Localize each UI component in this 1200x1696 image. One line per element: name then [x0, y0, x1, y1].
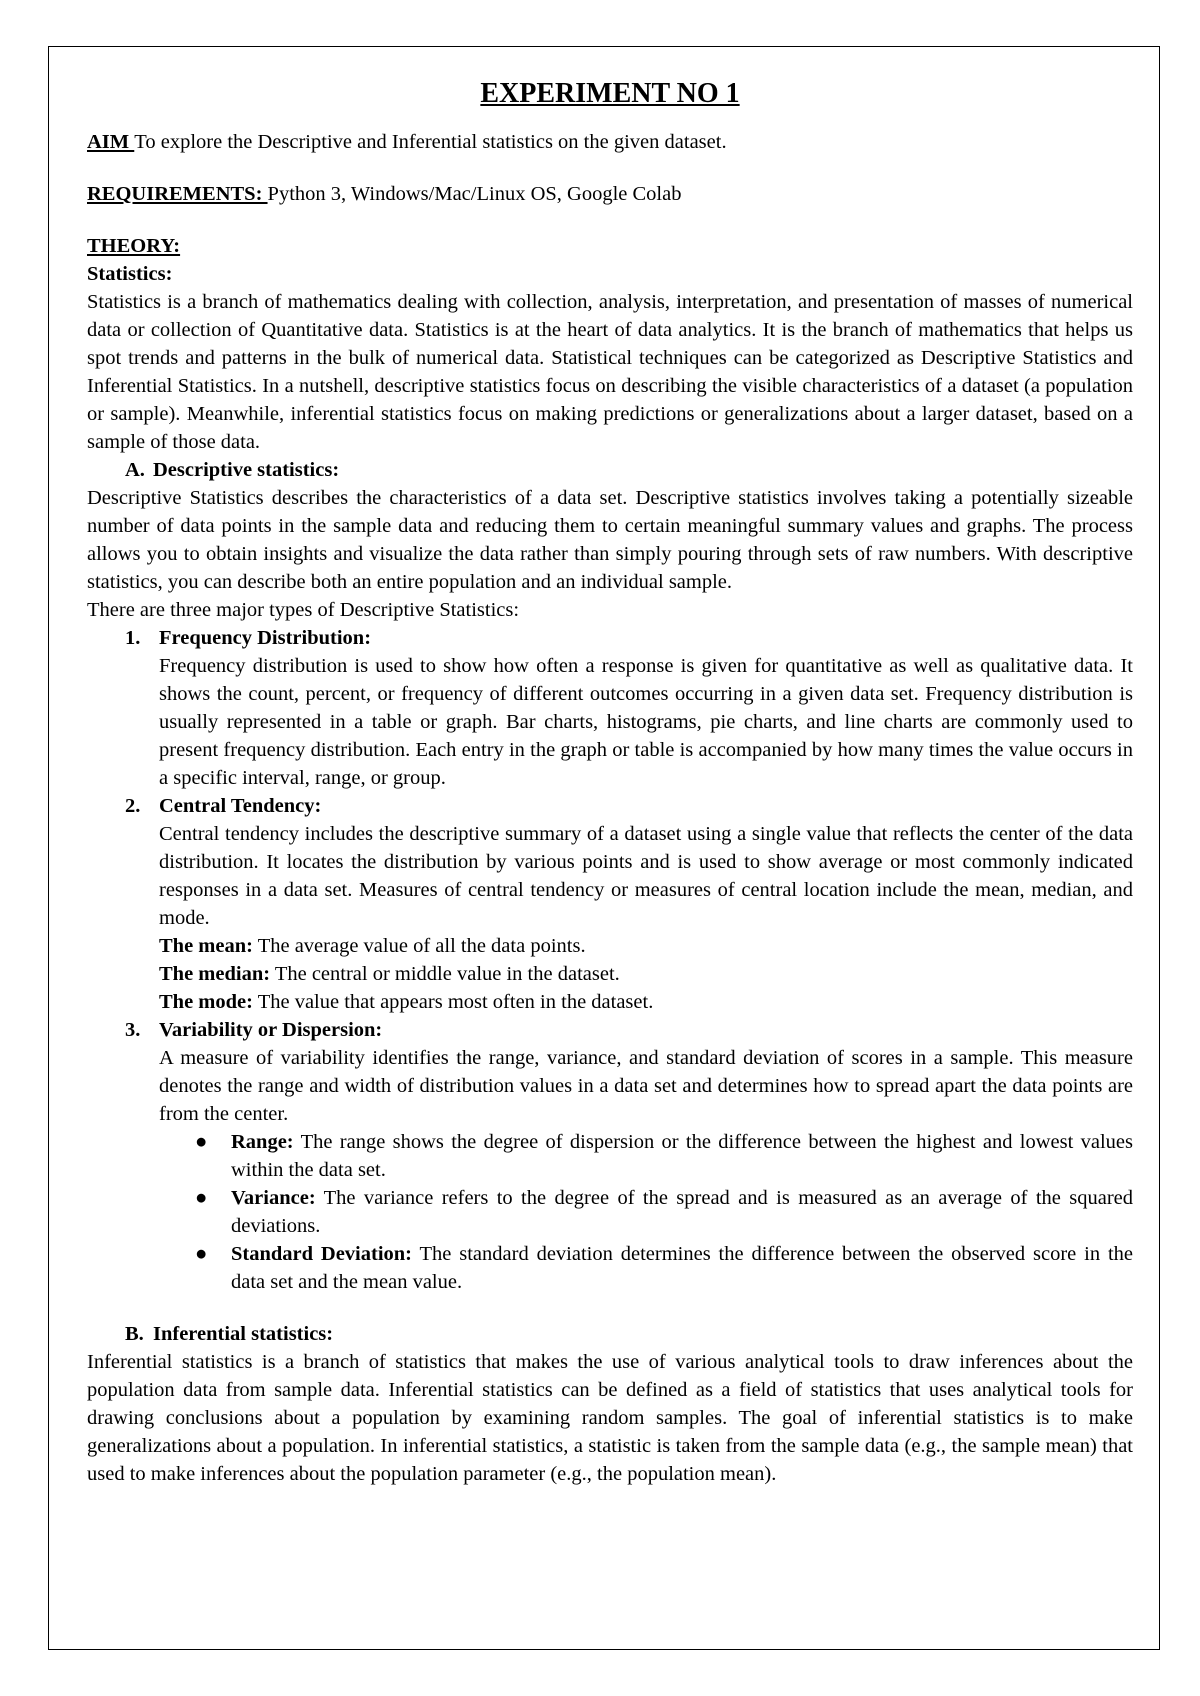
list-marker: 1.	[125, 627, 141, 649]
spacer	[87, 208, 1133, 232]
bullet-variance	[87, 1184, 1133, 1240]
section-a-title: Descriptive statistics:	[153, 459, 340, 481]
theory-heading: THEORY:	[87, 235, 181, 257]
section-b-marker: B.	[125, 1323, 144, 1345]
bullet-standard-deviation	[87, 1240, 1133, 1296]
statistics-paragraph: Statistics is a branch of mathematics dealing with collection, analysis, interpretation, and presentation of masses of numerical data or collection of Quantitative data. Statistics is at the heart of data analytics. It is the branch of mathematics that helps us spot trends and patterns in the bulk of numerical data. Statistical techniques can be categorized as Descriptive Statistics and Inferential Statistics. In a nutshell, descriptive statistics focus on describing the visible characteristics of a dataset (a population or sample). Meanwhile, inferential statistics focus on making predictions or generalizations about a larger dataset, based on a sample of those data.	[87, 291, 1133, 453]
requirements-label: REQUIREMENTS:	[87, 183, 268, 205]
bullet-text: The range shows the degree of dispersion or the difference between the highest and lowest values within the data set.	[231, 1131, 1133, 1181]
item-heading: Variability or Dispersion:	[159, 1019, 383, 1041]
item-text: Frequency distribution is used to show how often a response is given for quantitative as well as qualitative data. It shows the count, percent, or frequency of different outcomes occurring in a given data set. Frequency distribution is usually represented in a table or graph. Bar charts, histograms, pie charts, and line charts are commonly used to present frequency distribution. Each entry in the graph or table is accompanied by how many times the value occurs in a specific interval, range, or group.	[159, 655, 1133, 789]
requirements-line	[87, 180, 1133, 208]
definition-term: The mode:	[159, 991, 253, 1013]
section-b-heading	[87, 1320, 1133, 1348]
descriptive-paragraph: Descriptive Statistics describes the characteristics of a data set. Descriptive statistics involves taking a potentially sizeable number of data points in the sample data and reducing them to certain meaningful summary values and graphs. The process allows you to obtain insights and visualize the data rather than simply pouring through sets of raw numbers. With descriptive statistics, you can describe both an entire population and an individual sample.	[87, 487, 1133, 593]
types-intro: There are three major types of Descriptive Statistics:	[87, 599, 520, 621]
statistics-heading: Statistics:	[87, 263, 173, 285]
bullet-text: The variance refers to the degree of the spread and is measured as an average of the squared deviations.	[231, 1187, 1133, 1237]
list-item-frequency-distribution	[87, 624, 1133, 792]
list-item-central-tendency	[87, 792, 1133, 1016]
bullet-term: Standard Deviation:	[231, 1243, 413, 1265]
section-a-marker: A.	[125, 459, 145, 481]
spacer	[87, 156, 1133, 180]
item-text: Central tendency includes the descriptive summary of a dataset using a single value that reflects the center of the data distribution. It locates the distribution by various points and is used to show average or most commonly indicated responses in a data set. Measures of central tendency or measures of central location include the mean, median, and mode.	[159, 823, 1133, 929]
definition-text: The value that appears most often in the dataset.	[252, 991, 654, 1013]
list-item-variability	[87, 1016, 1133, 1128]
document-body	[87, 76, 1133, 1488]
definition-term: The median:	[159, 963, 271, 985]
bullet-icon: ●	[195, 1131, 208, 1153]
definition-term: The mean:	[159, 935, 253, 957]
page-title: EXPERIMENT NO 1	[480, 78, 740, 109]
aim-label: AIM	[87, 131, 135, 153]
list-marker: 2.	[125, 795, 141, 817]
list-marker: 3.	[125, 1019, 141, 1041]
definition-mode	[159, 988, 1133, 1016]
item-heading: Frequency Distribution:	[159, 627, 372, 649]
aim-line	[87, 128, 1133, 156]
bullet-term: Range:	[231, 1131, 294, 1153]
item-heading: Central Tendency:	[159, 795, 322, 817]
section-a-heading	[87, 456, 1133, 484]
bullet-icon: ●	[195, 1243, 208, 1265]
definition-text: The central or middle value in the dataset.	[270, 963, 620, 985]
definition-median	[159, 960, 1133, 988]
bullet-icon: ●	[195, 1187, 208, 1209]
spacer	[87, 1296, 1133, 1320]
bullet-range	[87, 1128, 1133, 1184]
inferential-paragraph: Inferential statistics is a branch of statistics that makes the use of various analytical tools to draw inferences about the population data from sample data. Inferential statistics can be defined as a field of statistics that uses analytical tools for drawing conclusions about a population by examining random samples. The goal of inferential statistics is to make generalizations about a population. In inferential statistics, a statistic is taken from the sample data (e.g., the sample mean) that used to make inferences about the population parameter (e.g., the population mean).	[87, 1351, 1133, 1485]
bullet-text: The standard deviation determines the difference between the observed score in the data set and the mean value.	[231, 1243, 1133, 1293]
definition-text: The average value of all the data points.	[252, 935, 586, 957]
requirements-text: Python 3, Windows/Mac/Linux OS, Google Colab	[267, 183, 682, 205]
section-b-title: Inferential statistics:	[153, 1323, 334, 1345]
item-text: A measure of variability identifies the range, variance, and standard deviation of scores in a sample. This measure denotes the range and width of distribution values in a data set and determines how to spread apart the data points are from the center.	[159, 1047, 1133, 1125]
definition-mean	[159, 932, 1133, 960]
aim-text: To explore the Descriptive and Inferential statistics on the given dataset.	[134, 131, 727, 153]
bullet-term: Variance:	[231, 1187, 316, 1209]
